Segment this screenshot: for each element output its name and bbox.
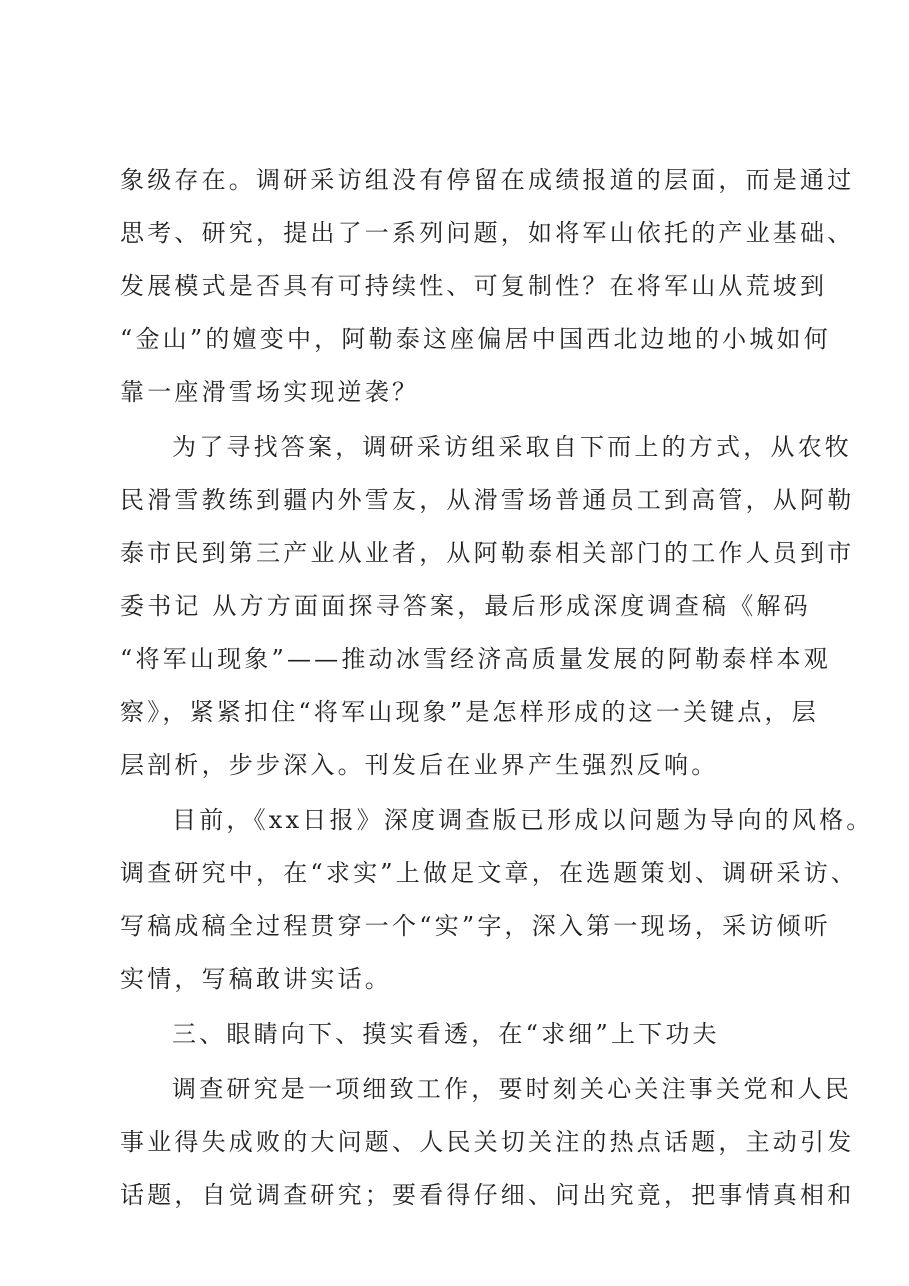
body-text-line: 靠一座滑雪场实现逆袭？ (120, 378, 420, 406)
section-heading: 三、眼睛向下、摸实看透，在“求细”上下功夫 (172, 1020, 720, 1048)
body-text-line: 泰市民到第三产业从业者，从阿勒泰相关部门的工作人员到市 (120, 539, 855, 567)
body-text-line: 调查研究中，在“求实”上做足文章，在选题策划、调研采访、 (120, 859, 859, 887)
body-text-line: 察》，紧紧扣住“将军山现象”是怎样形成的这一关键点，层 (120, 698, 819, 726)
body-text-line: 委书记 从方方面面探寻答案，最后形成深度调查稿《解码 (120, 592, 811, 620)
body-text-line: 实情，写稿敢讲实话。 (120, 965, 392, 993)
body-text-line: 写稿成稿全过程贯穿一个“实”字，深入第一现场，采访倾听 (120, 912, 831, 940)
body-text-line: “金山”的嬗变中，阿勒泰这座偏居中国西北边地的小城如何 (120, 325, 831, 353)
body-text-line: 象级存在。调研采访组没有停留在成绩报道的层面，而是通过 (120, 166, 855, 194)
body-text-line: 层剖析，步步深入。刊发后在业界产生强烈反响。 (120, 751, 719, 779)
body-text-line: 民滑雪教练到疆内外雪友，从滑雪场普通员工到高管，从阿勒 (120, 486, 855, 514)
body-text-line: 话题，自觉调查研究；要看得仔细、问出究竟，把事情真相和 (120, 1181, 855, 1209)
paragraph-first-line: 目前，《xx日报》深度调查版已形成以问题为导向的风格。 (172, 806, 874, 834)
body-text-line: “将军山现象”——推动冰雪经济高质量发展的阿勒泰样本观 (120, 645, 831, 673)
body-text-line: 事业得失成败的大问题、人民关切关注的热点话题，主动引发 (120, 1128, 855, 1156)
paragraph-first-line: 调查研究是一项细致工作，要时刻关心关注事关党和人民 (172, 1075, 852, 1103)
body-text-line: 思考、研究，提出了一系列问题，如将军山依托的产业基础、 (120, 219, 855, 247)
paragraph-first-line: 为了寻找答案，调研采访组采取自下而上的方式，从农牧 (172, 433, 852, 461)
body-text-line: 发展模式是否具有可持续性、可复制性？在将军山从荒坡到 (120, 272, 828, 300)
